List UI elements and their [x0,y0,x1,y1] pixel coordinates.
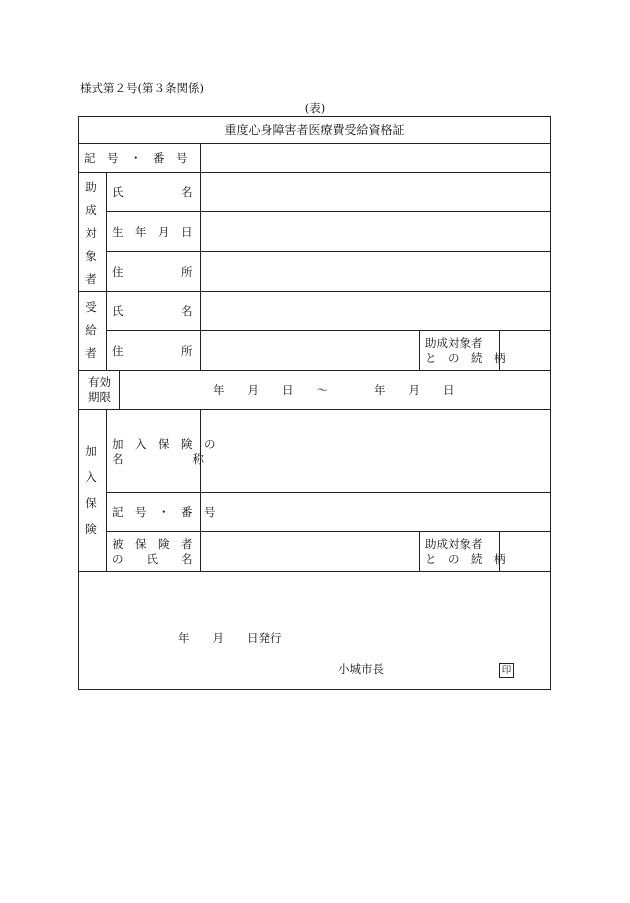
issuer-name: 小城市長 [338,662,384,676]
beneficiary-address-label: 住 所 [112,344,193,358]
insurance-number-label: 記 号 ・ 番 号 [112,505,216,519]
rule-title-bottom [78,143,551,144]
beneficiary-relation-label-2: と の 続 柄 [425,351,506,365]
beneficiary-relation-label-1: 助成対象者 [425,336,483,350]
insured-relation-label-2: と の 続 柄 [425,552,506,566]
insured-name-label-2: の 氏 名 [112,552,193,566]
col-group-recipient [106,172,107,370]
rule-insurance-name [106,492,551,493]
certificate-title: 重度心身障害者医療費受給資格証 [224,123,405,137]
rule-insurance-bottom [78,571,551,572]
insurance-name-label-1: 加 入 保 険 の [112,437,216,451]
recipient-name-label: 氏 名 [112,185,193,199]
front-side-label: (表) [304,101,326,115]
col-beneficiary-relation-left [419,330,420,370]
rule-number-bottom [78,172,551,173]
recipient-address-label: 住 所 [112,265,193,279]
insured-name-label-1: 被 保 険 者 [112,537,193,551]
rule-beneficiary-name [106,330,551,331]
col-number-label [200,143,201,172]
rule-validity-bottom [78,409,551,410]
validity-date-range: 年 月 日 ～ 年 月 日 [213,383,455,397]
rule-recipient-birth [106,251,551,252]
beneficiary-name-label: 氏 名 [112,304,193,318]
certificate-form [78,116,551,690]
issue-date: 年 月 日発行 [178,631,282,645]
col-insured-relation-left [419,531,420,571]
insurance-name-label-2: 名 称 [112,452,204,466]
col-label-insurance [200,409,201,571]
validity-label-2: 期限 [88,390,111,404]
rule-beneficiary-bottom [78,370,551,371]
col-label-recipient [200,172,201,370]
rule-insurance-number [106,531,551,532]
number-label: 記 号 ・ 番 号 [84,151,188,165]
validity-label-1: 有効 [88,375,111,389]
insured-relation-label-1: 助成対象者 [425,537,483,551]
col-validity-label [119,370,120,409]
recipient-birth-label: 生 年 月 日 [112,225,193,239]
rule-recipient-bottom [78,291,551,292]
form-number-label: 様式第２号(第３条関係) [80,81,204,95]
col-group-insurance [106,409,107,571]
rule-recipient-name [106,211,551,212]
seal-mark: 印 [499,663,514,678]
